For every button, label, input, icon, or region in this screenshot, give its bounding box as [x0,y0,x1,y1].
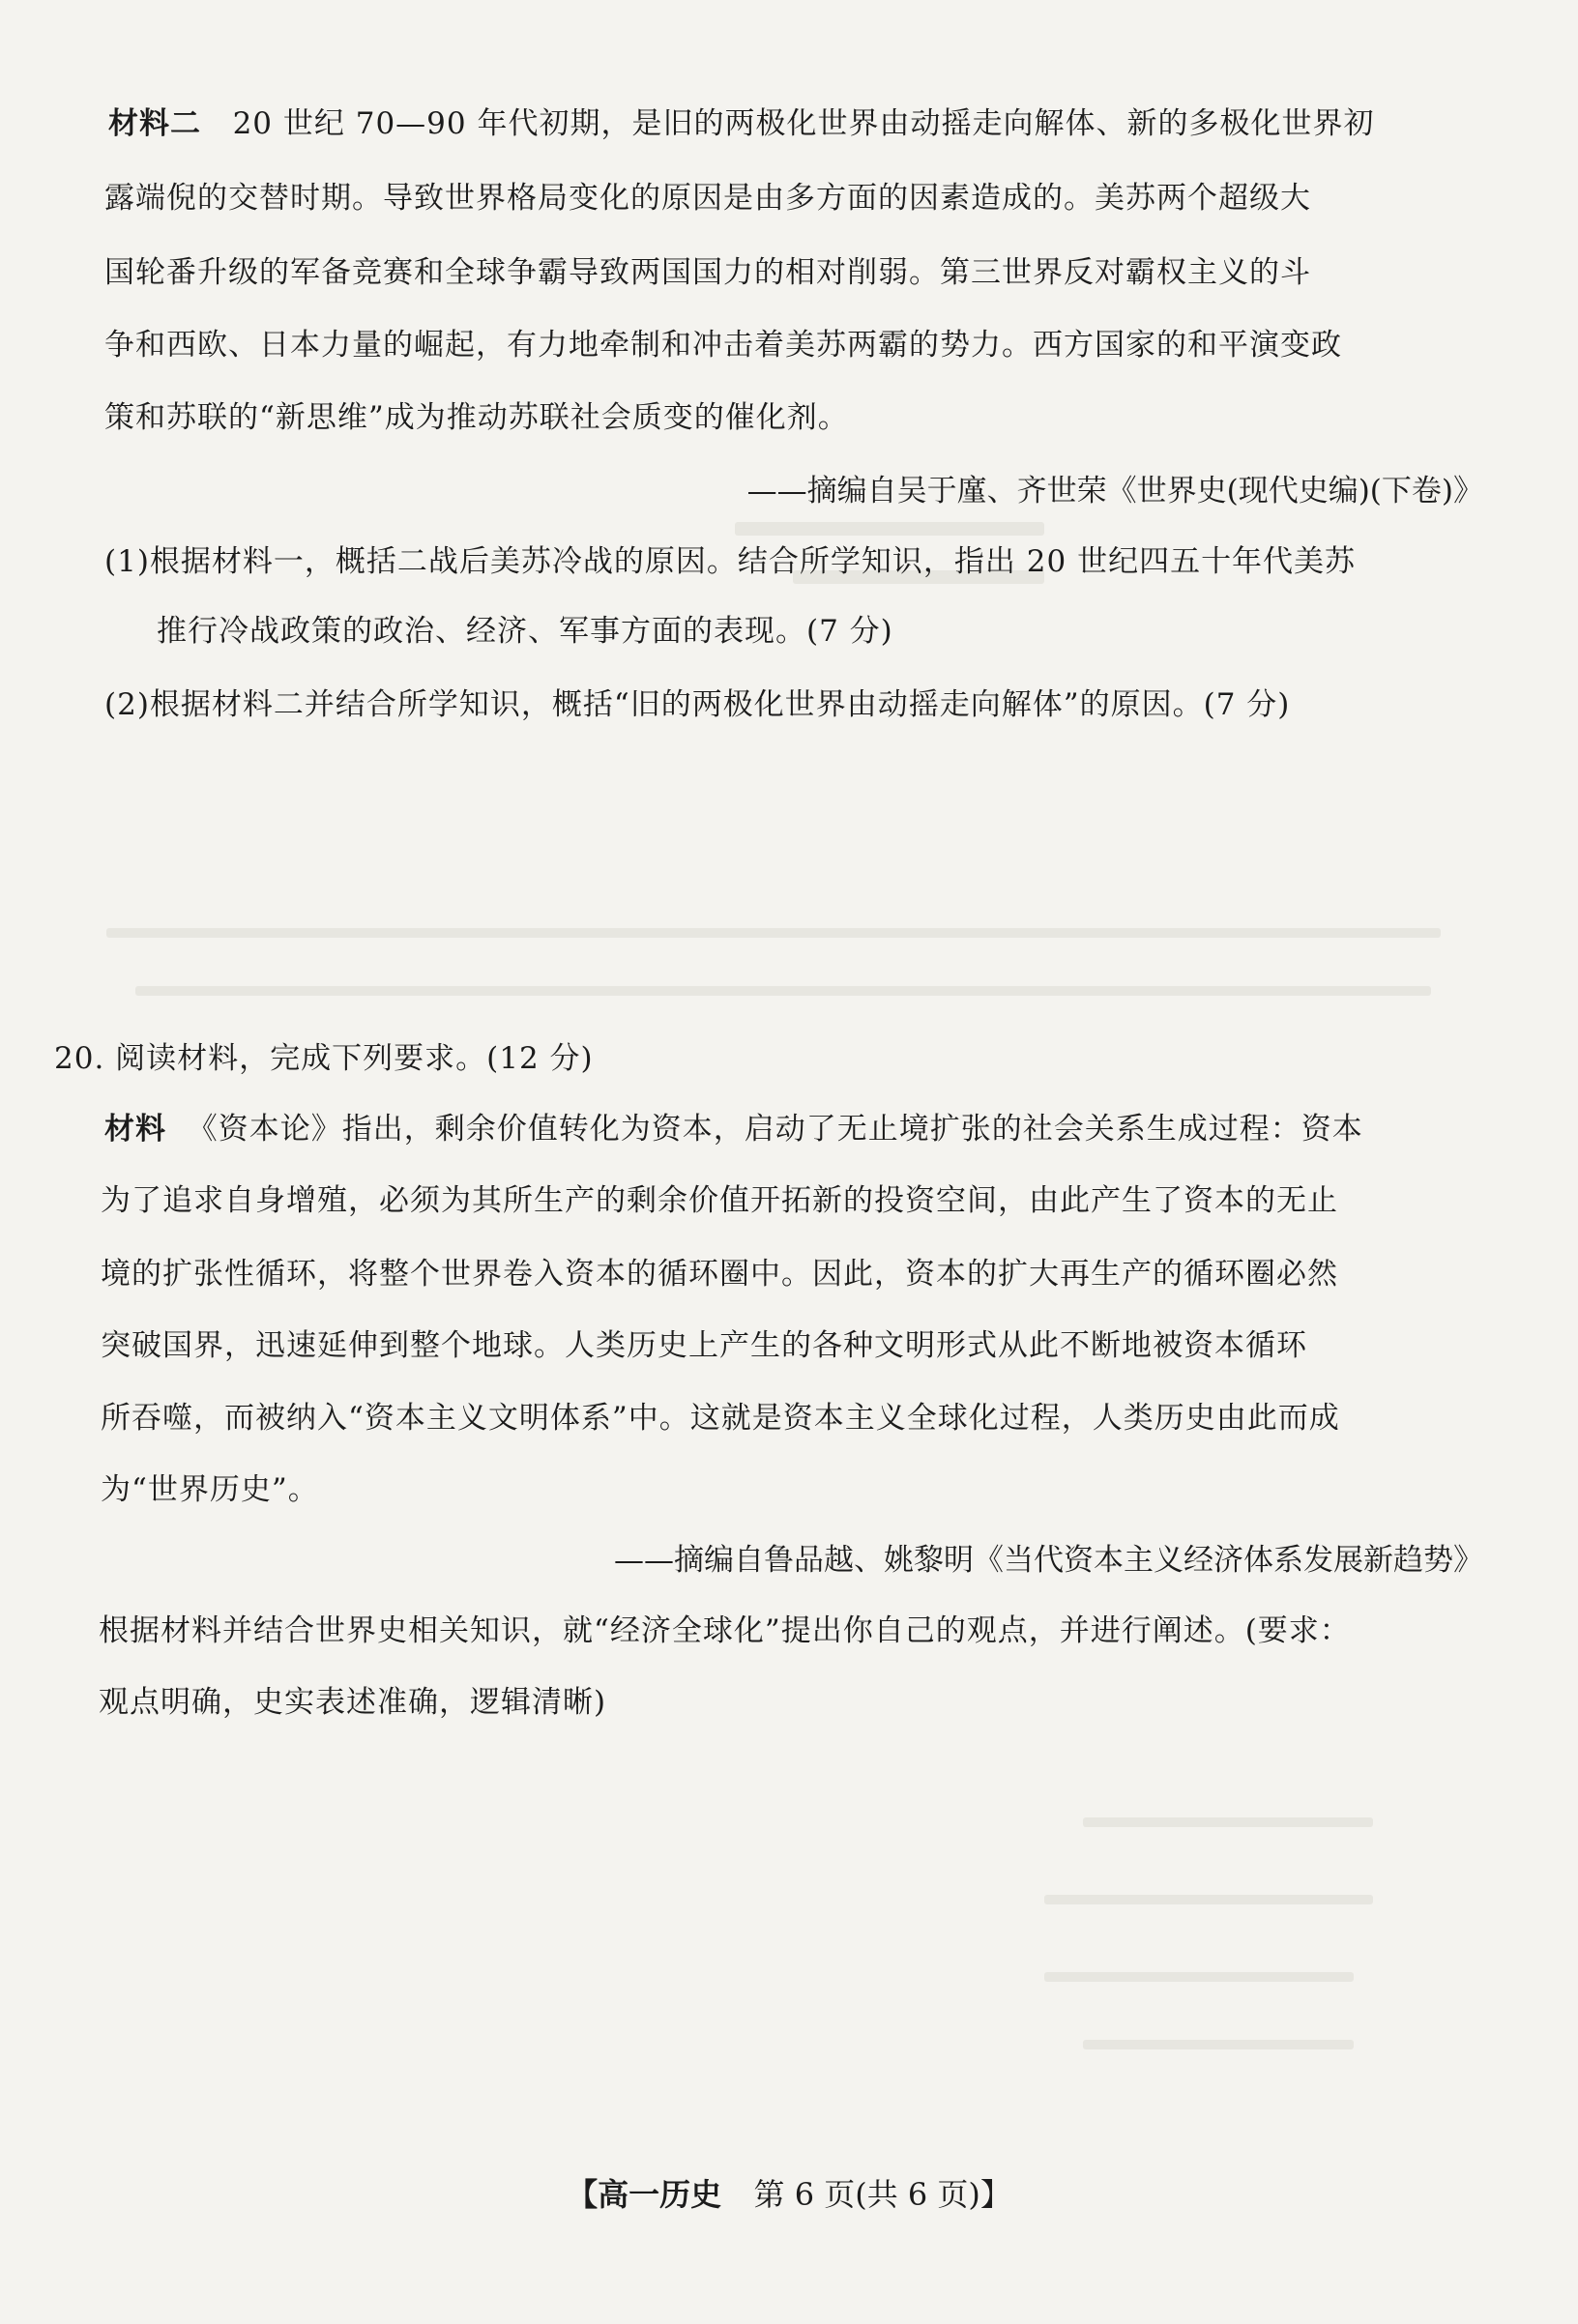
question-20-task-line-2: 观点明确，史实表述准确，逻辑清晰) [99,1685,607,1720]
bleed-through-mark [106,928,1441,938]
question-20-material-line-1 [104,1110,1363,1148]
bleed-through-mark [135,986,1431,996]
material-two-line-5: 策和苏联的“新思维”成为推动苏联社会质变的催化剂。 [104,400,849,435]
page-footer [0,2175,1578,2214]
question-20-material-line-6: 为“世界历史”。 [101,1472,319,1507]
question-20-material-line-4: 突破国界，迅速延伸到整个地球。人类历史上产生的各种文明形式从此不断地被资本循环 [101,1328,1307,1363]
bleed-through-mark [735,522,1044,536]
material-two-line-1 [108,104,1374,143]
question-2: (2)根据材料二并结合所学知识，概括“旧的两极化世界由动摇走向解体”的原因。(7 分) [104,687,1291,722]
material-two-label: 材料二 [108,106,201,141]
question-20-material-line-3: 境的扩张性循环，将整个世界卷入资本的循环圈中。因此，资本的扩大再生产的循环圈必然 [101,1257,1338,1292]
question-20-material-line-2: 为了追求自身增殖，必须为其所生产的剩余价值开拓新的投资空间，由此产生了资本的无止 [101,1183,1338,1218]
question-1-line-1: (1)根据材料一，概括二战后美苏冷战的原因。结合所学知识，指出 20 世纪四五十年代美苏 [104,544,1357,579]
question-1-line-2: 推行冷战政策的政治、经济、军事方面的表现。(7 分) [157,614,893,649]
footer-subject: 【高一历史 [567,2176,722,2213]
question-20-heading: 20. 阅读材料，完成下列要求。(12 分) [54,1041,594,1076]
bleed-through-mark [1044,1972,1354,1982]
material-two-line-3: 国轮番升级的军备竞赛和全球争霸导致两国国力的相对削弱。第三世界反对霸权主义的斗 [104,255,1311,290]
question-20-material-text: 《资本论》指出，剩余价值转化为资本，启动了无止境扩张的社会关系生成过程：资本 [187,1112,1363,1147]
bleed-through-mark [1083,2040,1354,2049]
question-20-source: ——摘编自鲁品越、姚黎明《当代资本主义经济体系发展新趋势》 [614,1543,1483,1578]
bleed-through-mark [1083,1817,1373,1827]
material-two-line-2: 露端倪的交替时期。导致世界格局变化的原因是由多方面的因素造成的。美苏两个超级大 [104,181,1311,216]
footer-page-number: 第 6 页(共 6 页)】 [753,2176,1011,2213]
bleed-through-mark [1044,1895,1373,1904]
material-two-text: 20 世纪 70—90 年代初期，是旧的两极化世界由动摇走向解体、新的多极化世界初 [232,106,1375,141]
question-20-material-line-5: 所吞噬，而被纳入“资本主义文明体系”中。这就是资本主义全球化过程，人类历史由此而成 [101,1401,1340,1436]
material-two-source: ——摘编自吴于廑、齐世荣《世界史(现代史编)(下卷)》 [746,474,1483,508]
question-20-task-line-1: 根据材料并结合世界史相关知识，就“经济全球化”提出你自己的观点，并进行阐述。(要求： [99,1613,1351,1648]
material-two-line-4: 争和西欧、日本力量的崛起，有力地牵制和冲击着美苏两霸的势力。西方国家的和平演变政 [104,328,1342,363]
question-20-material-label: 材料 [104,1112,166,1147]
